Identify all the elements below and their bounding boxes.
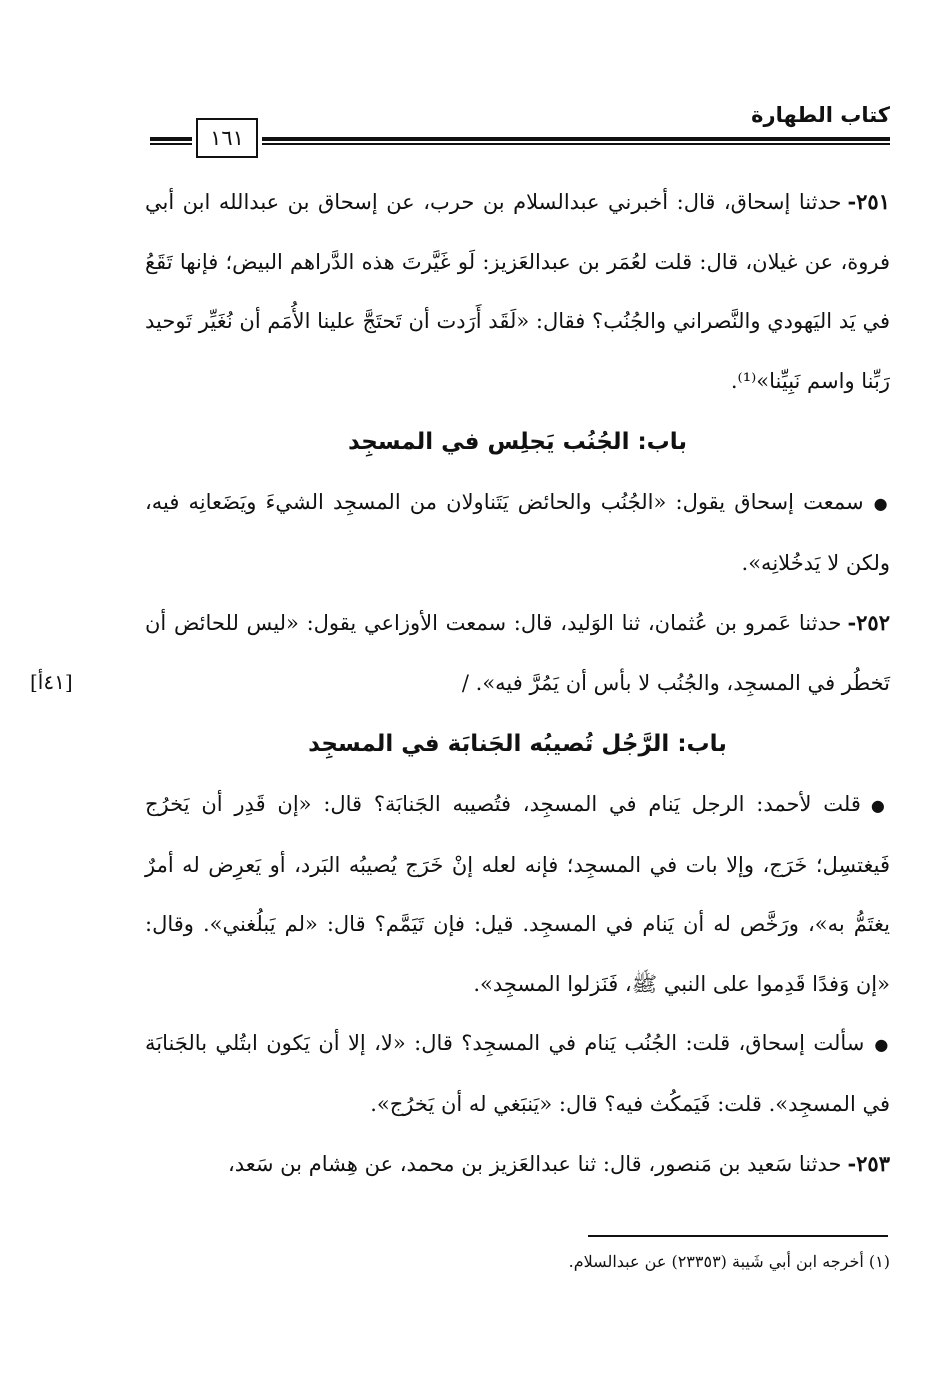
footnote: (١) أخرجه ابن أبي شَيبة (٢٣٣٥٣) عن عبدالسلام. <box>568 1252 890 1271</box>
hadith-text: حدثنا سَعيد بن مَنصور، قال: ثنا عبدالعَزيز بن محمد، عن هِشام بن سَعد، <box>227 1152 842 1176</box>
bullet-paragraph <box>145 473 890 593</box>
hadith-text: حدثنا عَمرو بن عُثمان، ثنا الوَليد، قال: سمعت الأوزاعي يقول: «ليس للحائض أن تَخطُر في المسجِد، والجُنُب لا بأس أن يَمُرَّ فيه». / <box>145 611 890 695</box>
main-text <box>145 172 890 1195</box>
paragraph-text: سمعت إسحاق يقول: «الجُنُب والحائض يَتَناولان من المسجِد الشيءَ ويَضَعانِه فيه، ولكن لا يَدخُلانِه». <box>145 490 890 575</box>
bullet-paragraph <box>145 775 890 1014</box>
paragraph-text: قلت لأحمد: الرجل يَنام في المسجِد، فتُصيبه الجَنابَة؟ قال: «إن قَدِر أن يَخرُج فَيغتسِل؛ خَرَج، وإلا بات في المسجِد؛ فإنه لعله إنْ خَرَج يُصيبُه البَرد، أو يَعرِض له أمرٌ يغتَمُّ به»، ورَخَّص له أن يَنام في المسجِد. قيل: فإن تَيَمَّم؟ قال: «لم يَبلُغني». وقال: «إن وَفدًا قَدِموا على النبي ﷺ، فَنَزلوا المسجِد». <box>145 792 890 996</box>
hadith-253 <box>145 1134 890 1195</box>
header-rule-right <box>262 137 890 145</box>
hadith-text: حدثنا إسحاق، قال: أخبرني عبدالسلام بن حرب، عن إسحاق بن عبدالله ابن أبي فروة، عن غيلان، قال: قلت لعُمَر بن عبدالعَزيز: لَو غَيَّرتَ هذه الدَّراهم البيض؛ فإنها تَقَعُ في يَد اليَهودي والنَّصراني والجُنُب؟ فقال: «لَقَد أَرَدت أن تَحتَجَّ علينا الأُمَم أن نُغَيِّر تَوحيد رَبِّنا واسم نَبِيِّنا»⁽¹⁾. <box>145 190 891 393</box>
bullet-icon: ● <box>874 1035 890 1054</box>
manuscript-folio-marker: [٤١أ] <box>30 670 73 694</box>
chapter-heading: باب: الجُنُب يَجلِس في المسجِد <box>347 429 688 455</box>
hadith-number: ٢٥٢- <box>847 610 890 635</box>
hadith-number: ٢٥١- <box>847 189 890 214</box>
footnote-separator <box>588 1235 888 1237</box>
hadith-number: ٢٥٣- <box>847 1151 890 1176</box>
header-rule-left <box>150 137 192 145</box>
paragraph-text: سألت إسحاق، قلت: الجُنُب يَنام في المسجِد؟ قال: «لا، إلا أن يَكون ابتُلي بالجَنابَة في المسجِد». قلت: فَيَمكُث فيه؟ قال: «يَنبَغي له أن يَخرُج». <box>145 1031 890 1116</box>
bullet-icon: ● <box>870 796 890 815</box>
hadith-252 <box>145 593 890 713</box>
bullet-paragraph <box>145 1014 890 1134</box>
running-header-title: كتاب الطهارة <box>751 103 890 127</box>
page-number: ١٦١ <box>196 118 258 158</box>
hadith-251 <box>145 172 890 411</box>
chapter-heading: باب: الرَّجُل تُصيبُه الجَنابَة في المسجِد <box>308 731 727 757</box>
bullet-icon: ● <box>873 494 890 513</box>
